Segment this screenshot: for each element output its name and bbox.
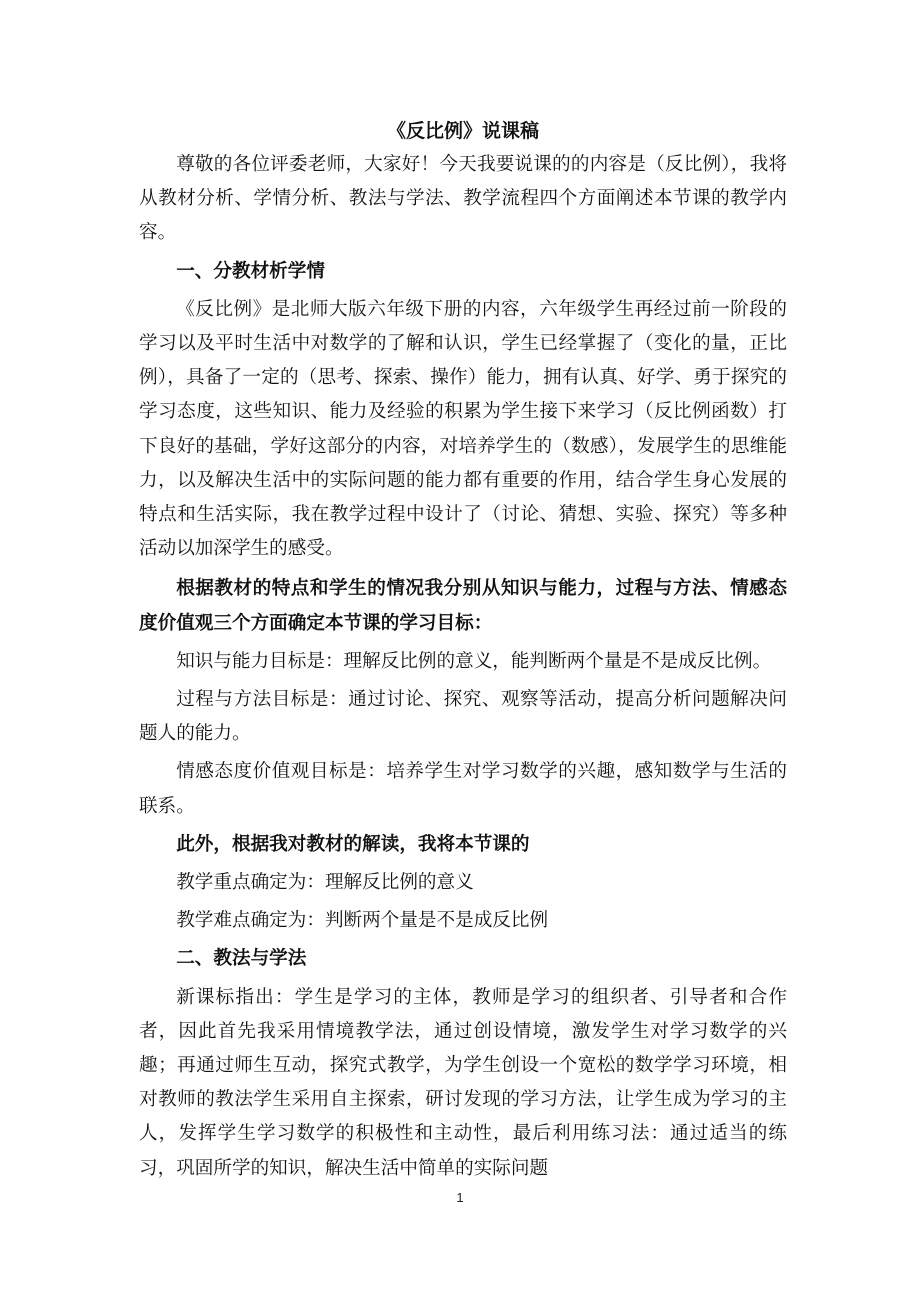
document-title: 《反比例》说课稿 xyxy=(386,120,539,142)
focus-intro: 此外，根据我对教材的解读，我将本节课的 xyxy=(176,833,530,855)
difficult-point: 教学难点确定为：判断两个量是不是成反比例 xyxy=(176,910,549,932)
section2-heading: 二、教法与学法 xyxy=(176,948,307,970)
goal-process: 过程与方法目标是：通过讨论、探究、观察等活动，提高分析问题解决问题人的能力。 xyxy=(139,689,787,745)
key-point: 教学重点确定为：理解反比例的意义 xyxy=(176,872,474,894)
intro-paragraph: 尊敬的各位评委老师，大家好！今天我要说课的的内容是（反比例），我将从教材分析、学情分析、教法与学法、教学流程四个方面阐述本节课的教学内容。 xyxy=(139,154,787,244)
section1-paragraph: 《反比例》是北师大版六年级下册的内容，六年级学生再经过前一阶段的学习以及平时生活中对数学的了解和认识，学生已经掌握了（变化的量，正比例），具备了一定的（思考、探索、操作）能力，拥有认真、好学、勇于探究的学习态度，这些知识、能力及经验的积累为学生接下来学习（反比例函数）打下良好的基础，学好这部分的内容，对培养学生的（数感），发展学生的思维能力，以及解决生活中的实际问题的能力都有重要的作用，结合学生身心发展的特点和生活实际，我在教学过程中设计了（讨论、猜想、实验、探究）等多种活动以加深学生的感受。 xyxy=(139,298,787,560)
section2-paragraph: 新课标指出：学生是学习的主体，教师是学习的组织者、引导者和合作者，因此首先我采用情境教学法，通过创设情境，激发学生对学习数学的兴趣；再通过师生互动，探究式教学，为学生创设一个宽松的数学学习环境，相对教师的教法学生采用自主探索，研讨发现的学习方法，让学生成为学习的主人，发挥学生学习数学的积极性和主动性，最后利用练习法：通过适当的练习，巩固所学的知识，解决生活中简单的实际问题 xyxy=(139,986,787,1179)
document-body xyxy=(139,118,787,1186)
goal-knowledge: 知识与能力目标是：理解反比例的意义，能判断两个量是不是成反比例。 xyxy=(176,650,772,672)
goal-emotion: 情感态度价值观目标是：培养学生对学习数学的兴趣，感知数学与生活的联系。 xyxy=(139,761,787,817)
section1-heading: 一、分教材析学情 xyxy=(176,260,325,282)
goals-intro-paragraph: 根据教材的特点和学生的情况我分别从知识与能力，过程与方法、情感态度价值观三个方面确定本节课的学习目标： xyxy=(139,578,787,634)
page-number: 1 xyxy=(456,1190,464,1205)
